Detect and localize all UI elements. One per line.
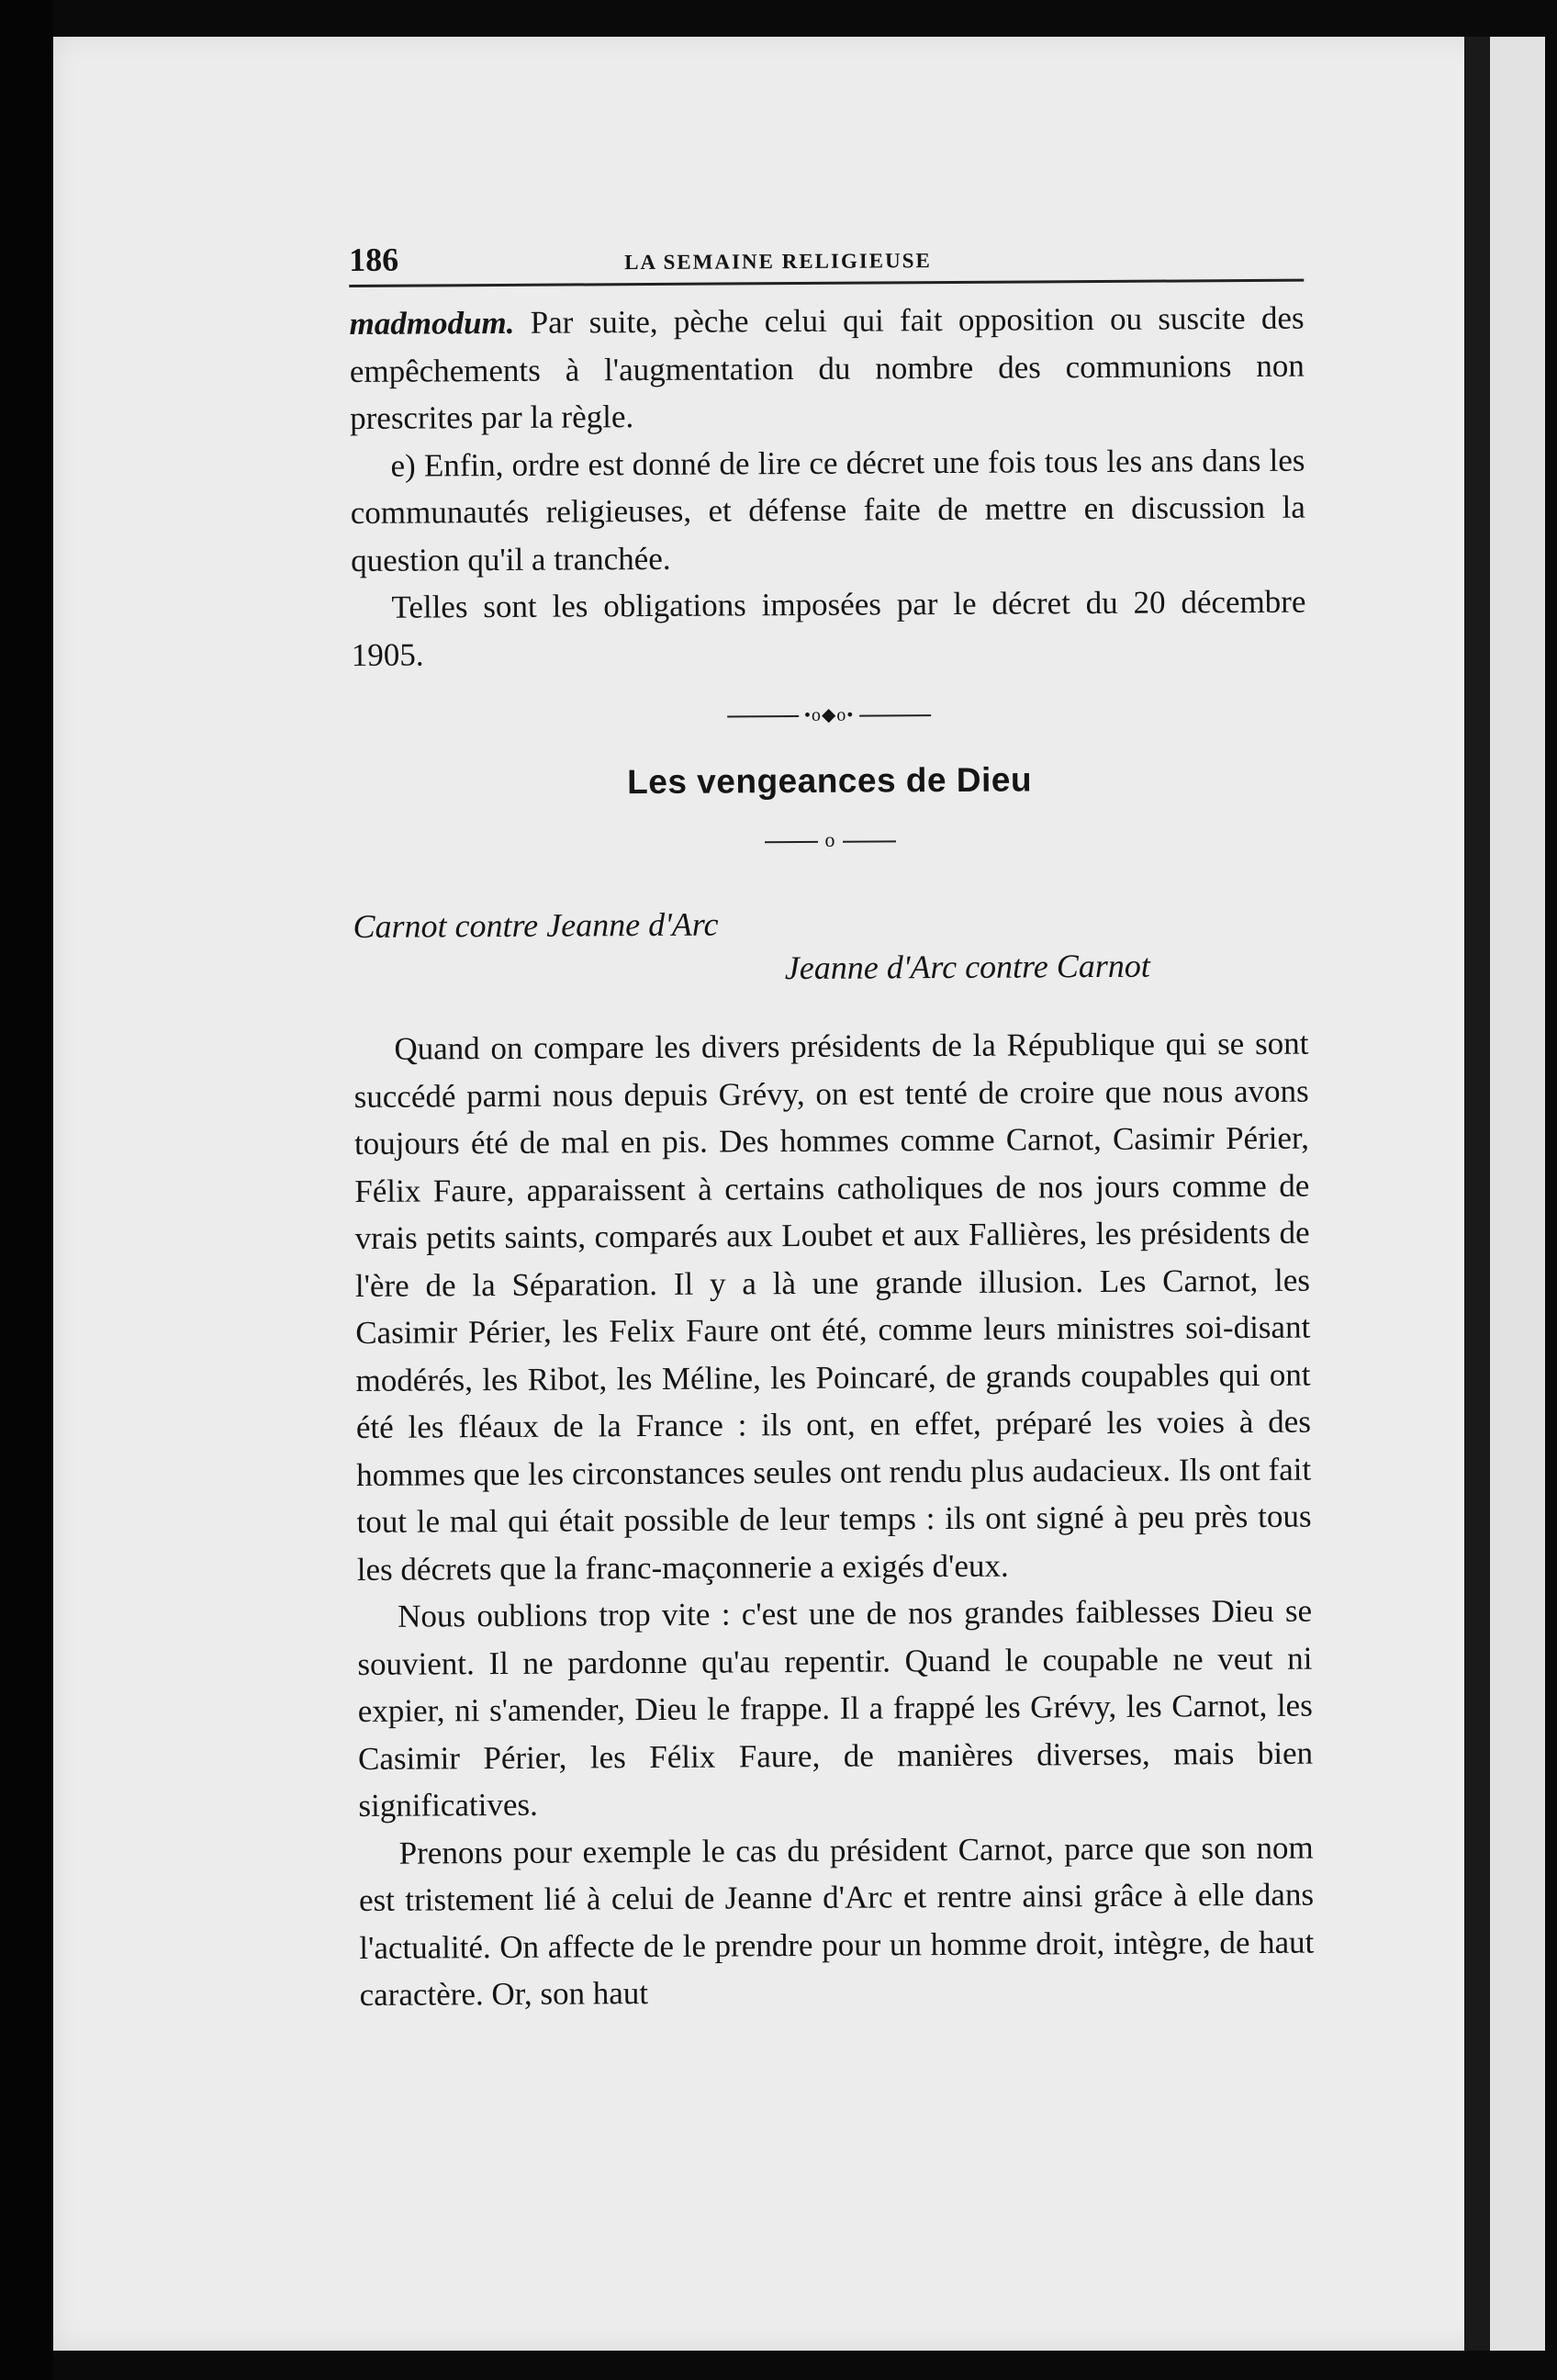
divider-rule [765, 841, 818, 843]
divider-rule [843, 840, 896, 842]
paragraph: e) Enfin, ordre est donné de lire ce décret une fois tous les ans dans les communautés religieuses, et défense faite de mettre en discussion la question qu'il a tranchée. [350, 442, 1305, 578]
paragraph [349, 295, 1305, 443]
book-gutter [1464, 37, 1490, 2351]
paragraph: Telles sont les obligations imposées par le décret du 20 décembre 1905. [351, 583, 1306, 673]
divider-ornament [352, 699, 1306, 732]
divider-rule [727, 715, 799, 717]
italic-word: madmodum. [349, 304, 515, 342]
page-number: 186 [349, 241, 399, 278]
divider-rule [859, 715, 931, 717]
scan-left-border [0, 0, 53, 2380]
subtitle-left: Carnot contre Jeanne d'Arc [353, 905, 719, 945]
paragraph: Quand on compare les divers présidents de la République qui se sont succédé parmi nous depuis Grévy, on est tenté de croire que nous avons toujours été de mal en pis. Des hommes comme Carnot, Casimir Périer, Félix Faure, apparaissent à certains catholiques de nos jours comme de vrais petits saints, comparés aux Loubet et aux Fallières, les présidents de l'ère de la Séparation. Il y a là une grande illusion. Les Carnot, les Casimir Périer, les Felix Faure ont été, comme leurs ministres soi-disant modérés, les Ribot, les Méline, les Poincaré, de grands coupables qui ont été les fléaux de la France : ils ont, en effet, préparé les voies à des hommes que les circonstances seules ont rendu plus audacieux. Ils ont fait tout le mal qui était possible de leur temps : ils ont signé à peu près tous les décrets que la franc-maçonnerie a exigés d'eux. [353, 1025, 1312, 1588]
section-title: Les vengeances de Dieu [627, 760, 1033, 802]
paragraph-text: Par suite, pèche celui qui fait opposition ou suscite des empêchements à l'augmentation du nombre des communions non prescrites par la règle. [349, 299, 1305, 436]
running-head: LA SEMAINE RELIGIEUSE [624, 249, 932, 275]
page-header [349, 235, 1304, 287]
paragraph: Nous oublions trop vite : c'est une de nos grandes faiblesses Dieu se souvient. Il ne pardonne qu'au repentir. Quand le coupable ne veut ni expier, ni s'amender, Dieu le frappe. Il a frappé les Grévy, les Carnot, les Casimir Périer, les Félix Faure, de manières diverses, mais bien significatives. [357, 1592, 1314, 1824]
small-divider [353, 825, 1307, 855]
page-text-block [349, 235, 1315, 2019]
ornament-glyph: o [824, 827, 835, 851]
subtitle-right: Jeanne d'Arc contre Carnot [784, 947, 1150, 987]
ornament-glyph: •o◆o• [803, 704, 855, 725]
paragraph: Prenons pour exemple le cas du président Carnot, parce que son nom est tristement lié à celui de Jeanne d'Arc et rentre ainsi grâce à elle dans l'actualité. On affecte de le prendre pour un homme droit, intègre, de haut caractère. Or, son haut [358, 1829, 1315, 2013]
facing-page-edge [1490, 37, 1545, 2351]
